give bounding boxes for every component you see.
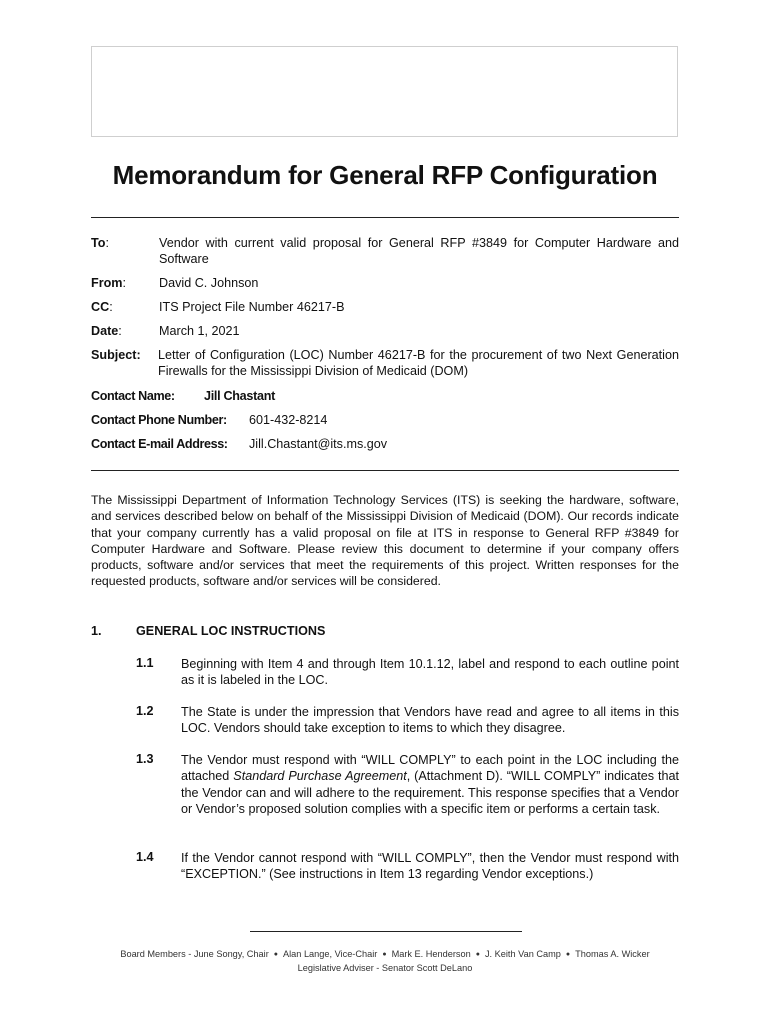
contact-name-value: Jill Chastant <box>204 389 275 403</box>
cc-label: CC: <box>91 300 113 314</box>
item-number: 1.4 <box>136 850 154 864</box>
to-label: To: <box>91 236 109 250</box>
item-text: Beginning with Item 4 and through Item 10.1.12, label and respond to each outline point as it is labeled in the LOC. <box>181 657 679 688</box>
letterhead-logo-area <box>91 46 678 137</box>
header-bottom-rule <box>91 470 679 471</box>
item-text: The State is under the impression that Vendors have read and agree to all items in this LOC. Vendors should take exception to items to which they disagree. <box>181 705 679 736</box>
bullet-icon: ● <box>475 950 480 958</box>
section-title: GENERAL LOC INSTRUCTIONS <box>136 624 326 638</box>
footer-rule <box>250 931 522 932</box>
footer-legislative-adviser: Legislative Adviser - Senator Scott DeLano <box>297 963 473 973</box>
contact-phone-value: 601-432-8214 <box>249 413 328 427</box>
to-value: Vendor with current valid proposal for General RFP #3849 for Computer Hardware and Software <box>159 236 679 266</box>
subject-label: Subject: <box>91 348 141 362</box>
contact-email-label: Contact E-mail Address: <box>91 437 228 451</box>
date-label: Date: <box>91 324 122 338</box>
item-number: 1.1 <box>136 656 154 670</box>
bullet-icon: ● <box>382 950 387 958</box>
item-number: 1.2 <box>136 704 154 718</box>
page-title: Memorandum for General RFP Configuration <box>112 160 658 190</box>
subject-value: Letter of Configuration (LOC) Number 46217-B for the procurement of two Next Generation Firewalls for the Mississippi Division of Medicaid (DOM) <box>158 348 679 378</box>
item-text: If the Vendor cannot respond with “WILL COMPLY”, then the Vendor must respond with “EXCEPTION.” (See instructions in Item 13 regarding Vendor exceptions.) <box>181 851 679 882</box>
footer-board-members: Board Members - June Songy, Chair ● Alan Lange, Vice-Chair ● Mark E. Henderson ● J. Keith Van Camp ● Thomas A. Wicker <box>0 947 770 962</box>
from-value: David C. Johnson <box>159 276 259 290</box>
agreement-name: Standard Purchase Agreement <box>233 769 407 784</box>
header-top-rule <box>91 217 679 218</box>
from-label: From: <box>91 276 126 290</box>
item-text: The Vendor must respond with “WILL COMPLY” to each point in the LOC including the attached Standard Purchase Agreement, (Attachment D). “WILL COMPLY” indicates that the Vendor can and will adhere to the requirement. This response specifies that a Vendor or Vendor’s proposed solution complies with a specific item or performs a certain task. <box>181 753 679 816</box>
date-value: March 1, 2021 <box>159 324 240 338</box>
intro-paragraph: The Mississippi Department of Information Technology Services (ITS) is seeking the hardware, software, and services described below on behalf of the Mississippi Division of Medicaid (DOM). Our records indicate that your company currently has a valid proposal on file at ITS in response to General RFP #3849 for Computer Hardware and Software. Please review this document to determine if your company offers products, software and/or services that meet the requirements of this project. Written responses for the requested products, software and/or services will be considered. <box>91 493 679 589</box>
bullet-icon: ● <box>273 950 278 958</box>
bullet-icon: ● <box>565 950 571 958</box>
item-number: 1.3 <box>136 752 154 766</box>
cc-value: ITS Project File Number 46217-B <box>159 300 345 314</box>
section-number: 1. <box>91 624 102 638</box>
contact-email-value: Jill.Chastant@its.ms.gov <box>249 437 388 451</box>
contact-phone-label: Contact Phone Number: <box>91 413 227 427</box>
contact-name-label: Contact Name: <box>91 389 175 403</box>
